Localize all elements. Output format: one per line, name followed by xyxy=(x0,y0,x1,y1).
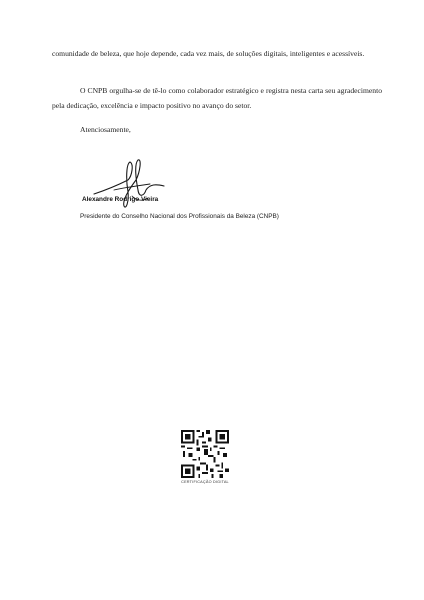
signature-image xyxy=(84,150,174,216)
qr-code-icon[interactable] xyxy=(181,430,229,478)
certification-caption: CERTIFICAÇÃO DIGITAL xyxy=(181,480,229,484)
letter-paragraph-1: comunidade de beleza, que hoje depende, cada vez mais, de soluções digitais, inteligentes e acessíveis. xyxy=(52,49,365,58)
closing-salutation: Atenciosamente, xyxy=(80,125,131,134)
signer-title: Presidente do Conselho Nacional dos Profissionais da Beleza (CNPB) xyxy=(80,213,279,220)
signer-name: Alexandre Rodrigo Vieira xyxy=(82,196,159,203)
letter-paragraph-2: O CNPB orgulha-se de tê-lo como colaborador estratégico e registra nesta carta seu agradecimento pela dedicação, excelência e impacto positivo no avanço do setor. xyxy=(52,86,382,110)
